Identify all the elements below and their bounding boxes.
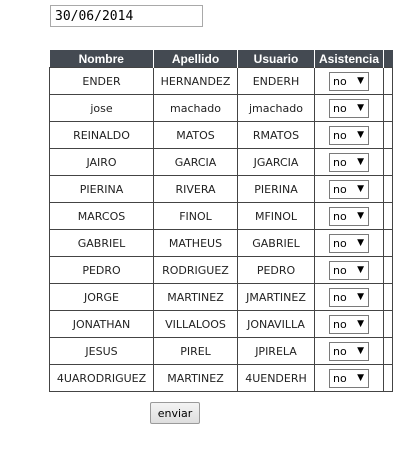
cell-nombre: JESUS (50, 338, 154, 365)
cell-usuario: JGARCIA (238, 149, 315, 176)
cell-spacer (384, 257, 393, 284)
cell-usuario: MFINOL (238, 203, 315, 230)
cell-spacer (384, 338, 393, 365)
date-input[interactable] (50, 5, 203, 27)
asistencia-value: no (333, 317, 347, 331)
table-row (50, 311, 393, 338)
cell-usuario: PEDRO (238, 257, 315, 284)
asistencia-select[interactable] (329, 153, 369, 172)
asistencia-value: no (333, 74, 347, 88)
chevron-down-icon: ▼ (357, 346, 364, 356)
cell-nombre: JORGE (50, 284, 154, 311)
enviar-button[interactable]: enviar (150, 402, 200, 424)
cell-asistencia (315, 203, 384, 230)
cell-usuario: RMATOS (238, 122, 315, 149)
attendance-table (49, 50, 393, 392)
cell-apellido: MARTINEZ (154, 284, 238, 311)
column-header-usuario: Usuario (238, 50, 315, 68)
chevron-down-icon: ▼ (357, 211, 364, 221)
cell-apellido: RIVERA (154, 176, 238, 203)
table-row (50, 122, 393, 149)
asistencia-select[interactable] (329, 207, 369, 226)
cell-nombre: PEDRO (50, 257, 154, 284)
column-header-nombre: Nombre (50, 50, 154, 68)
asistencia-select[interactable] (329, 342, 369, 361)
table-row (50, 203, 393, 230)
chevron-down-icon: ▼ (357, 130, 364, 140)
cell-apellido: machado (154, 95, 238, 122)
column-header-apellido: Apellido (154, 50, 238, 68)
chevron-down-icon: ▼ (357, 238, 364, 248)
asistencia-value: no (333, 182, 347, 196)
asistencia-value: no (333, 371, 347, 385)
cell-nombre: REINALDO (50, 122, 154, 149)
cell-spacer (384, 284, 393, 311)
cell-usuario: JONAVILLA (238, 311, 315, 338)
cell-apellido: VILLALOOS (154, 311, 238, 338)
asistencia-value: no (333, 344, 347, 358)
cell-asistencia (315, 149, 384, 176)
table-row (50, 257, 393, 284)
asistencia-value: no (333, 209, 347, 223)
cell-usuario: PIERINA (238, 176, 315, 203)
table-body (50, 68, 393, 392)
cell-asistencia (315, 176, 384, 203)
cell-nombre: ENDER (50, 68, 154, 95)
cell-nombre: jose (50, 95, 154, 122)
cell-spacer (384, 95, 393, 122)
cell-asistencia (315, 365, 384, 392)
asistencia-value: no (333, 155, 347, 169)
cell-apellido: HERNANDEZ (154, 68, 238, 95)
cell-spacer (384, 311, 393, 338)
cell-spacer (384, 149, 393, 176)
cell-spacer (384, 122, 393, 149)
cell-usuario: jmachado (238, 95, 315, 122)
cell-asistencia (315, 257, 384, 284)
cell-asistencia (315, 68, 384, 95)
chevron-down-icon: ▼ (357, 292, 364, 302)
cell-spacer (384, 365, 393, 392)
asistencia-select[interactable] (329, 99, 369, 118)
cell-usuario: JPIRELA (238, 338, 315, 365)
cell-apellido: MATHEUS (154, 230, 238, 257)
asistencia-select[interactable] (329, 288, 369, 307)
chevron-down-icon: ▼ (357, 157, 364, 167)
cell-apellido: MARTINEZ (154, 365, 238, 392)
cell-usuario: JMARTINEZ (238, 284, 315, 311)
asistencia-select[interactable] (329, 369, 369, 388)
table-row (50, 95, 393, 122)
cell-apellido: GARCIA (154, 149, 238, 176)
table-row (50, 230, 393, 257)
cell-spacer (384, 176, 393, 203)
cell-nombre: 4UARODRIGUEZ (50, 365, 154, 392)
asistencia-select[interactable] (329, 315, 369, 334)
cell-nombre: PIERINA (50, 176, 154, 203)
asistencia-value: no (333, 263, 347, 277)
cell-spacer (384, 230, 393, 257)
table-row (50, 284, 393, 311)
asistencia-value: no (333, 290, 347, 304)
chevron-down-icon: ▼ (357, 103, 364, 113)
asistencia-select[interactable] (329, 234, 369, 253)
cell-apellido: RODRIGUEZ (154, 257, 238, 284)
cell-asistencia (315, 95, 384, 122)
asistencia-value: no (333, 128, 347, 142)
table-row (50, 338, 393, 365)
cell-nombre: GABRIEL (50, 230, 154, 257)
cell-usuario: GABRIEL (238, 230, 315, 257)
asistencia-select[interactable] (329, 180, 369, 199)
chevron-down-icon: ▼ (357, 319, 364, 329)
cell-asistencia (315, 122, 384, 149)
cell-nombre: JONATHAN (50, 311, 154, 338)
chevron-down-icon: ▼ (357, 265, 364, 275)
table-row (50, 68, 393, 95)
cell-asistencia (315, 230, 384, 257)
cell-asistencia (315, 284, 384, 311)
cell-apellido: FINOL (154, 203, 238, 230)
cell-spacer (384, 203, 393, 230)
cell-spacer (384, 68, 393, 95)
cell-nombre: JAIRO (50, 149, 154, 176)
table-row (50, 176, 393, 203)
asistencia-value: no (333, 101, 347, 115)
cell-apellido: PIREL (154, 338, 238, 365)
table-header-row (50, 50, 393, 68)
table-row (50, 365, 393, 392)
asistencia-select[interactable] (329, 72, 369, 91)
chevron-down-icon: ▼ (357, 184, 364, 194)
asistencia-select[interactable] (329, 126, 369, 145)
chevron-down-icon: ▼ (357, 76, 364, 86)
asistencia-value: no (333, 236, 347, 250)
cell-usuario: 4UENDERH (238, 365, 315, 392)
table-row (50, 149, 393, 176)
asistencia-select[interactable] (329, 261, 369, 280)
cell-asistencia (315, 338, 384, 365)
cell-apellido: MATOS (154, 122, 238, 149)
column-header-asistencia: Asistencia (315, 50, 384, 68)
cell-asistencia (315, 311, 384, 338)
column-header-spacer (384, 50, 393, 68)
cell-nombre: MARCOS (50, 203, 154, 230)
chevron-down-icon: ▼ (357, 373, 364, 383)
cell-usuario: ENDERH (238, 68, 315, 95)
